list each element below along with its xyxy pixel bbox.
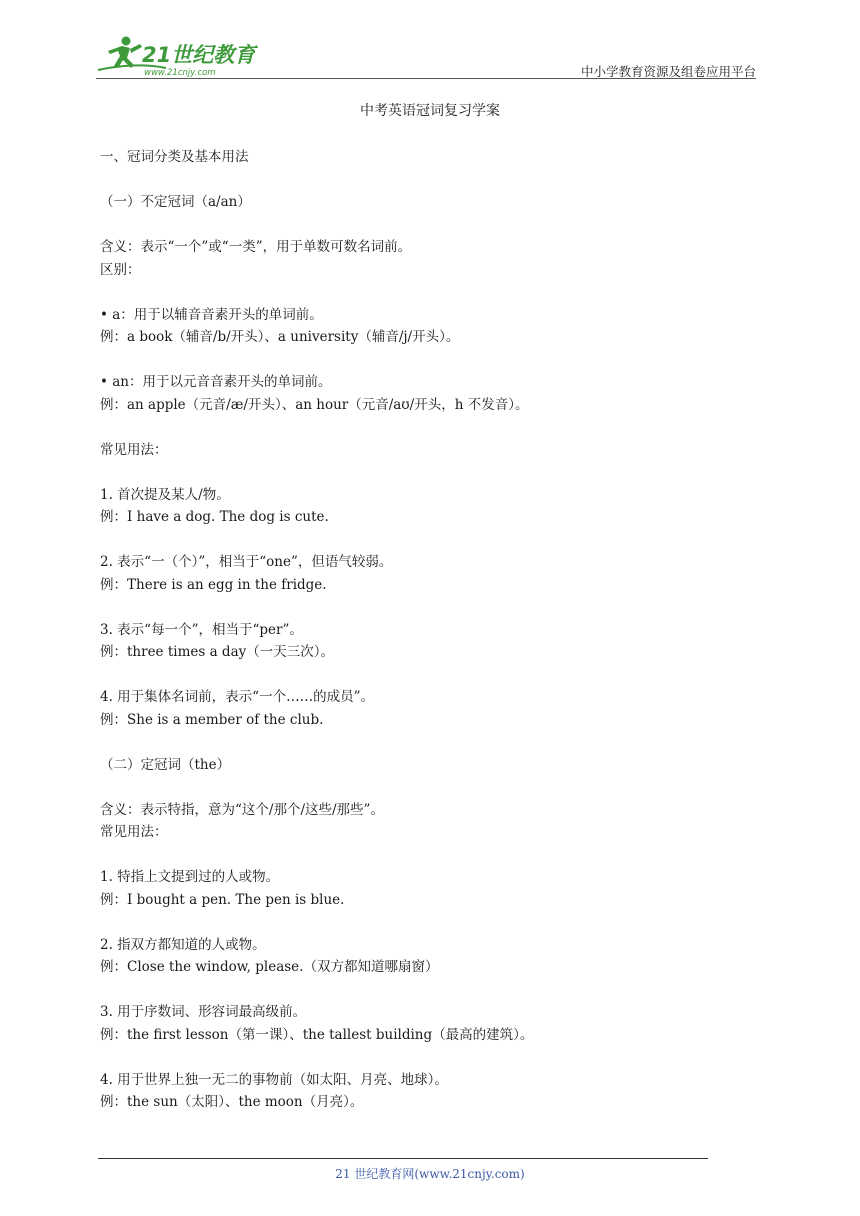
text-line: 3. 表示“每一个”，相当于“per”。 bbox=[100, 621, 303, 638]
header-platform-name: 中小学教育资源及组卷应用平台 bbox=[580, 64, 756, 79]
text-line: 3. 用于序数词、形容词最高级前。 bbox=[100, 1004, 307, 1020]
blank-line bbox=[100, 349, 720, 372]
blank-line bbox=[100, 281, 720, 304]
text-line: 4. 用于世界上独一无二的事物前（如太阳、月亮、地球）。 bbox=[100, 1071, 448, 1088]
text-line: • a：用于以辅音音素开头的单词前。 bbox=[100, 306, 323, 323]
text-line: 例：I have a dog. The dog is cute. bbox=[100, 509, 329, 525]
runner-icon bbox=[108, 37, 142, 69]
blank-line bbox=[100, 169, 720, 192]
text-line: 例：I bought a pen. The pen is blue. bbox=[100, 891, 345, 908]
text-line: 一、冠词分类及基本用法 bbox=[100, 149, 249, 165]
document-title: 中考英语冠词复习学案 bbox=[360, 103, 500, 119]
text-line: 例：the sun（太阳）、the moon（月亮）。 bbox=[100, 1094, 364, 1110]
text-line: （二）定冠词（the） bbox=[100, 756, 231, 773]
page-header bbox=[96, 30, 756, 80]
text-line: 常见用法： bbox=[100, 824, 168, 840]
blank-line bbox=[100, 596, 720, 619]
text-line: • an：用于以元音音素开头的单词前。 bbox=[100, 374, 332, 390]
blank-line bbox=[100, 911, 720, 934]
text-line: 例：three times a day（一天三次）。 bbox=[100, 644, 335, 660]
text-line: 2. 指双方都知道的人或物。 bbox=[100, 936, 266, 953]
text-line: 常见用法： bbox=[100, 441, 168, 458]
text-line: 含义：表示“一个”或“一类”，用于单数可数名词前。 bbox=[100, 239, 412, 255]
text-line: （一）不定冠词（a/an） bbox=[100, 194, 251, 210]
site-logo bbox=[96, 32, 266, 78]
text-line: 2. 表示“一（个）”，相当于“one”，但语气较弱。 bbox=[100, 554, 393, 570]
blank-line bbox=[100, 979, 720, 1002]
footer-site-link[interactable]: 21 世纪教育网(www.21cnjy.com) bbox=[335, 1167, 525, 1181]
svg-text:21世纪教育: 21世纪教育 bbox=[142, 43, 256, 67]
text-line: 区别： bbox=[100, 261, 141, 278]
document-body bbox=[100, 146, 720, 1114]
blank-line bbox=[100, 529, 720, 552]
header-divider bbox=[96, 78, 756, 79]
footer-divider bbox=[98, 1158, 708, 1159]
text-line: 例：the first lesson（第一课）、the tallest building（最高的建筑）。 bbox=[100, 1026, 534, 1043]
text-line: 1. 特指上文提到过的人或物。 bbox=[100, 869, 280, 885]
blank-line bbox=[100, 416, 720, 439]
blank-line bbox=[100, 731, 720, 754]
text-line: 例：an apple（元音/æ/开头）、an hour（元音/aʊ/开头，h 不发音）。 bbox=[100, 396, 529, 413]
text-line: 例：She is a member of the club. bbox=[100, 711, 324, 728]
blank-line bbox=[100, 844, 720, 867]
blank-line bbox=[100, 214, 720, 237]
text-line: 例：There is an egg in the fridge. bbox=[100, 576, 327, 593]
text-line: 例：Close the window, please.（双方都知道哪扇窗） bbox=[100, 959, 439, 975]
blank-line bbox=[100, 1046, 720, 1069]
text-line: 例：a book（辅音/b/开头）、a university（辅音/j/开头）。 bbox=[100, 329, 460, 345]
text-line: 1. 首次提及某人/物。 bbox=[100, 486, 230, 503]
blank-line bbox=[100, 776, 720, 799]
blank-line bbox=[100, 461, 720, 484]
text-line: 4. 用于集体名词前，表示“一个……的成员”。 bbox=[100, 689, 374, 705]
text-line: 含义：表示特指，意为“这个/那个/这些/那些”。 bbox=[100, 801, 384, 818]
blank-line bbox=[100, 664, 720, 687]
svg-text:www.21cnjy.com: www.21cnjy.com bbox=[144, 68, 216, 78]
